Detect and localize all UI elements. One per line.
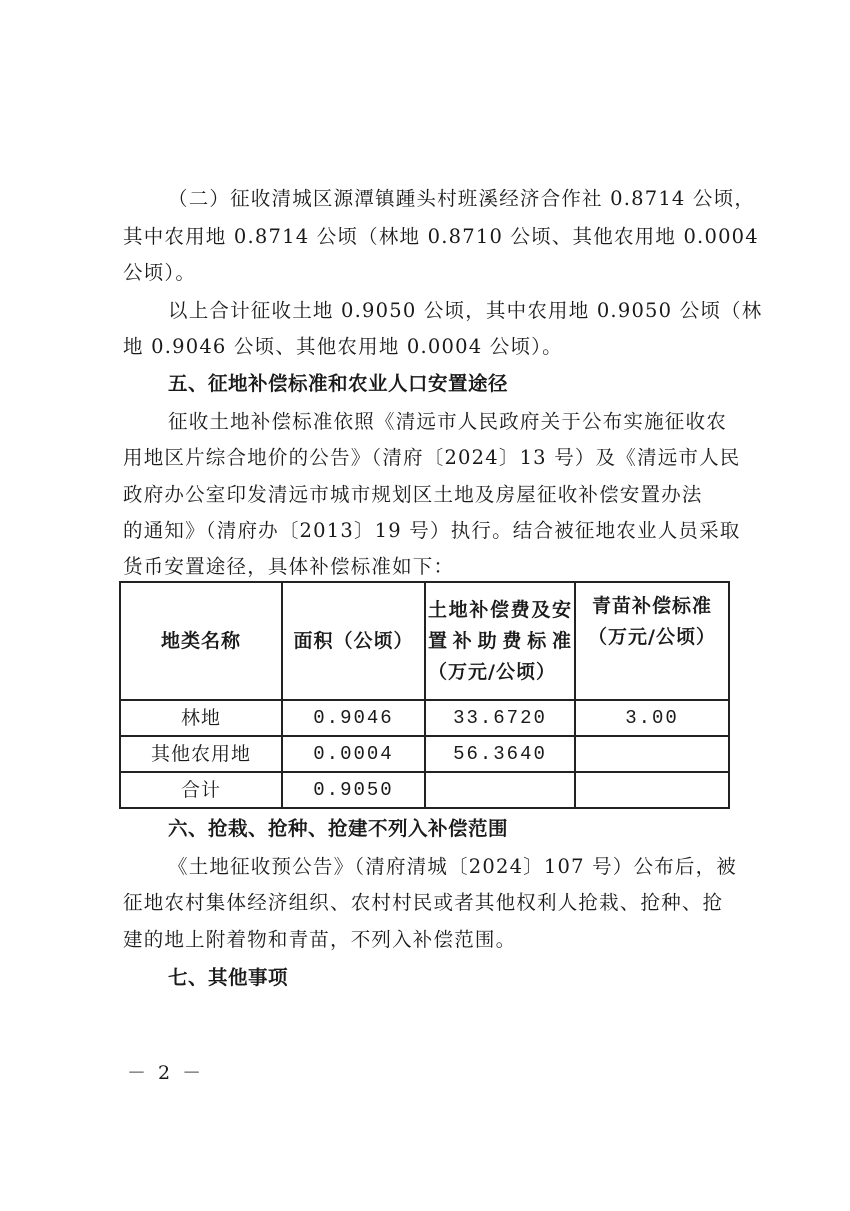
cell-crop-compensation <box>575 772 729 808</box>
compensation-basis-line-3: 政府办公室印发清远市城市规划区土地及房屋征收补偿安置办法 <box>123 483 703 506</box>
page-number: － 2 － <box>127 1062 205 1084</box>
header-crop-compensation: 青苗补偿标准（万元/公顷） <box>575 582 729 700</box>
preannouncement-line-3: 建的地上附着物和青苗，不列入补偿范围。 <box>123 928 517 951</box>
table-row <box>120 700 729 736</box>
cell-crop-compensation: 3.00 <box>575 700 729 736</box>
paragraph-2-line-1: （二）征收清城区源潭镇踵头村班溪经济合作社 0.8714 公顷， <box>168 187 756 210</box>
header-land-type: 地类名称 <box>120 582 282 700</box>
cell-land-compensation: 56.3640 <box>425 736 575 772</box>
compensation-basis-line-1: 征收土地补偿标准依照《清远市人民政府关于公布实施征收农 <box>168 410 727 433</box>
cell-area: 0.9046 <box>282 700 425 736</box>
table-row <box>120 736 729 772</box>
section-heading-5: 五、征地补偿标准和农业人口安置途径 <box>168 372 509 395</box>
table-header-row <box>120 582 729 700</box>
paragraph-2-line-2: 其中农用地 0.8714 公顷（林地 0.8710 公顷、其他农用地 0.0004 <box>123 225 759 248</box>
total-line-2: 地 0.9046 公顷、其他农用地 0.0004 公顷）。 <box>123 335 563 358</box>
compensation-table <box>119 581 730 809</box>
preannouncement-line-1: 《土地征收预公告》（清府清城〔2024〕107 号）公布后，被 <box>168 855 737 878</box>
cell-land-type: 其他农用地 <box>120 736 282 772</box>
header-land-compensation: 土地补偿费及安置补助费标准（万元/公顷） <box>425 582 575 700</box>
cell-land-compensation <box>425 772 575 808</box>
compensation-basis-line-2: 用地区片综合地价的公告》（清府〔2024〕13 号）及《清远市人民 <box>123 446 741 469</box>
compensation-basis-line-5: 货币安置途径，具体补偿标准如下： <box>123 555 455 578</box>
cell-crop-compensation <box>575 736 729 772</box>
section-heading-6: 六、抢栽、抢种、抢建不列入补偿范围 <box>168 817 509 840</box>
cell-area: 0.9050 <box>282 772 425 808</box>
cell-land-type: 林地 <box>120 700 282 736</box>
compensation-basis-line-4: 的通知》（清府办〔2013〕19 号）执行。结合被征地农业人员采取 <box>123 519 741 542</box>
preannouncement-line-2: 征地农村集体经济组织、农村村民或者其他权利人抢栽、抢种、抢 <box>123 891 724 914</box>
paragraph-2-line-3: 公顷）。 <box>123 261 197 284</box>
section-heading-7: 七、其他事项 <box>168 966 289 989</box>
cell-land-type: 合计 <box>120 772 282 808</box>
total-line-1: 以上合计征收土地 0.9050 公顷，其中农用地 0.9050 公顷（林 <box>168 299 763 322</box>
header-area: 面积（公顷） <box>282 582 425 700</box>
cell-land-compensation: 33.6720 <box>425 700 575 736</box>
table-row <box>120 772 729 808</box>
cell-area: 0.0004 <box>282 736 425 772</box>
